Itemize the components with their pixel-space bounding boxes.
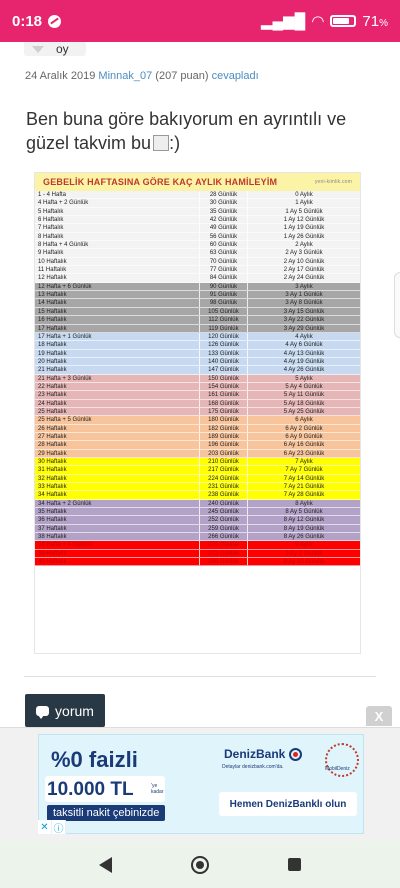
table-cell-months: 5 Ay 11 Günlük [283,392,325,399]
table-row [35,416,360,424]
post-meta [25,70,259,82]
table-cell-months: 3 Ay 29 Günlük [283,325,325,332]
table-cell-days: 161 Günlük [200,391,248,398]
table-title: GEBELİK HAFTASINA GÖRE KAÇ AYLIK HAMİLEYİM yeni-kimlik.com [35,173,360,191]
table-cell-days: 35 Günlük [200,208,248,215]
table-cell-week: 30 Haftalık [35,458,200,465]
signal-icon: ▂▄▆█ [260,13,306,30]
table-cell-week: 25 Hafta + 5 Günlük [35,416,200,423]
table-cell-days: 175 Günlük [200,408,248,415]
vote-down-icon[interactable] [32,46,44,53]
table-cell-days: 189 Günlük [200,433,248,440]
table-cell-months: 7 Ay 21 Günlük [283,484,325,491]
table-cell-week: 6 Haftalık [35,216,200,223]
table-cell-days: 126 Günlük [200,341,248,348]
table-row [35,441,360,449]
table-cell-days: 240 Günlük [200,500,248,507]
table-cell-days: 90 Günlük [200,283,248,290]
table-cell-week: 12 Haftalık [35,274,200,281]
table-row [35,450,360,458]
table-row [35,525,360,533]
table-cell-week: 38 Haftalık [35,533,200,540]
table-cell-week: 34 Hafta + 2 Günlük [35,500,200,507]
table-cell-week: 7 Haftalık [35,224,200,231]
table-cell-months: 1 Ay 19 Günlük [283,225,325,232]
table-cell-months: 0 Aylık [295,192,313,198]
table-cell-days: 266 Günlük [200,533,248,540]
battery-icon [330,15,356,27]
table-cell-months: 3 Ay 22 Günlük [283,317,325,324]
divider [24,676,376,677]
table-row [35,333,360,341]
table-cell-week: 29 Haftalık [35,450,200,457]
table-cell-week: 19 Haftalık [35,350,200,357]
table-cell-days: 273 Günlük [200,550,248,557]
table-row [35,208,360,216]
table-row [35,458,360,466]
table-cell-months: 2 Ay 10 Günlük [283,258,325,265]
table-cell-months: 2 Aylık [295,242,313,249]
ad-amount: 10.000 TL [47,779,134,800]
table-cell-week: 24 Haftalık [35,400,200,407]
table-cell-week: 18 Haftalık [35,341,200,348]
table-cell-days: 196 Günlük [200,441,248,448]
post-date: 24 Aralık 2019 [25,70,96,82]
table-cell-week: 39 Haftalık [35,550,200,557]
table-cell-days: 112 Günlük [200,316,248,323]
table-row [35,358,360,366]
table-row [35,391,360,399]
table-cell-week: 13 Haftalık [35,291,200,298]
table-row [35,533,360,541]
table-cell-months: 7 Aylık [295,459,313,465]
table-cell-days: 231 Günlük [200,483,248,490]
table-cell-days: 224 Günlük [200,475,248,482]
table-row [35,316,360,324]
table-cell-week: 21 Haftalık [35,366,200,373]
table-cell-days: 119 Günlük [200,325,248,332]
table-cell-months: 5 Ay 4 Günlük [285,383,323,390]
table-cell-months: 3 Ay 8 Günlük [285,300,323,307]
table-cell-months: 8 Aylık [295,500,313,507]
table-cell-days: 49 Günlük [200,224,248,231]
table-cell-days: 270 Günlük [200,541,248,548]
status-bar [0,0,400,42]
table-row [35,241,360,249]
table-cell-months: 7 Ay 14 Günlük [283,475,325,482]
table-cell-months: 8 Ay 5 Günlük [285,509,323,516]
do-not-disturb-icon [48,15,61,28]
table-cell-days: 238 Günlük [200,491,248,498]
battery-percent: 71% [362,12,388,30]
table-row [35,483,360,491]
table-cell-week: 14 Haftalık [35,299,200,306]
table-row [35,350,360,358]
table-cell-months: 9 Ay 3 Günlük [285,550,323,557]
table-cell-days: 63 Günlük [200,249,248,256]
table-row [35,283,360,291]
table-cell-months: 5 Aylık [295,375,313,382]
table-row [35,249,360,257]
denizbank-logo-icon [289,748,302,761]
table-cell-months: 8 Ay 26 Günlük [283,534,325,541]
table-cell-days: 150 Günlük [200,375,248,382]
table-cell-week: 12 Hafta + 6 Günlük [35,283,200,290]
table-cell-days: 210 Günlük [200,458,248,465]
table-cell-days: 147 Günlük [200,366,248,373]
table-row [35,383,360,391]
ad-banner[interactable] [38,734,364,834]
back-icon[interactable] [99,857,112,873]
table-cell-week: 28 Haftalık [35,441,200,448]
table-cell-week: 26 Haftalık [35,425,200,432]
table-cell-months: 2 Ay 17 Günlük [283,267,325,274]
table-row [35,408,360,416]
table-cell-week: 8 Haftalık [35,233,200,240]
table-cell-days: 56 Günlük [200,233,248,240]
table-row [35,550,360,558]
table-cell-months: 4 Ay 6 Günlük [285,342,323,349]
table-rows [35,191,360,566]
table-cell-days: 140 Günlük [200,358,248,365]
table-cell-days: 259 Günlük [200,525,248,532]
table-cell-months: 5 Ay 18 Günlük [283,400,325,407]
broken-image-icon [153,135,169,151]
status-right [261,12,388,30]
table-cell-week: 8 Hafta + 4 Günlük [35,241,200,248]
table-cell-days: 60 Günlük [200,241,248,248]
table-cell-week: 21 Hafta + 3 Günlük [35,375,200,382]
table-row [35,233,360,241]
table-cell-months: 7 Ay 28 Günlük [283,492,325,499]
table-cell-days: 84 Günlük [200,274,248,281]
table-cell-months: 6 Ay 23 Günlük [283,450,325,457]
recents-icon[interactable] [288,858,301,871]
ad-brand: DenizBank [224,747,302,761]
table-cell-months: 4 Ay 13 Günlük [283,350,325,357]
table-row [35,558,360,566]
table-cell-days: 182 Günlük [200,425,248,432]
table-cell-months: 9 Ay 10 Günlük [283,559,325,566]
table-row [35,475,360,483]
table-cell-months: 2 Ay 3 Günlük [285,250,323,257]
table-cell-week: 17 Hafta + 1 Günlük [35,333,200,340]
comment-button[interactable] [25,694,105,727]
author-link[interactable]: Minnak_07 [98,70,153,82]
table-cell-months: 3 Ay 1 Günlük [285,292,323,299]
comment-button-label: yorum [55,702,94,719]
table-cell-days: 42 Günlük [200,216,248,223]
table-cell-months: 4 Aylık [295,333,313,340]
ad-close-button[interactable]: X [366,706,392,726]
table-cell-week: 27 Haftalık [35,433,200,440]
table-cell-week: 40 Haftalık [35,558,200,565]
table-row [35,199,360,207]
table-cell-months: 6 Ay 2 Günlük [285,425,323,432]
table-cell-months: 1 Ay 26 Günlük [283,233,325,240]
table-cell-days: 280 Günlük [200,558,248,565]
table-cell-week: 34 Haftalık [35,491,200,498]
table-cell-days: 105 Günlük [200,308,248,315]
android-nav-bar [0,841,400,888]
table-site: yeni-kimlik.com [314,179,352,185]
table-row [35,375,360,383]
table-cell-week: 32 Haftalık [35,475,200,482]
table-row [35,425,360,433]
table-cell-days: 203 Günlük [200,450,248,457]
table-cell-months: 4 Ay 19 Günlük [283,358,325,365]
vote-box[interactable] [24,42,86,56]
table-cell-days: 180 Günlük [200,416,248,423]
ad-brand-sub: Detaylar denizbank.com'da. [222,764,284,770]
wifi-icon: ◠ [311,13,325,30]
table-cell-week: 4 Hafta + 2 Günlük [35,199,200,206]
table-cell-week: 36 Haftalık [35,516,200,523]
table-cell-week: 1 - 4 Hafta [35,191,200,198]
table-row [35,541,360,549]
pregnancy-week-table[interactable] [34,172,361,654]
table-cell-months: 7 Ay 7 Günlük [285,467,323,474]
table-cell-days: 77 Günlük [200,266,248,273]
table-row [35,341,360,349]
table-cell-days: 245 Günlük [200,508,248,515]
table-row [35,291,360,299]
table-row [35,308,360,316]
table-cell-week: 20 Haftalık [35,358,200,365]
scroll-handle[interactable] [394,272,400,338]
table-cell-week: 31 Haftalık [35,466,200,473]
ad-cta-button[interactable]: Hemen DenizBanklı olun [219,792,357,816]
table-cell-days: 98 Günlük [200,299,248,306]
vote-label: oy [56,42,69,56]
table-row [35,258,360,266]
table-row [35,224,360,232]
table-cell-days: 28 Günlük [200,191,248,198]
answered-link[interactable]: cevapladı [211,70,259,82]
table-cell-months: 6 Ay 16 Günlük [283,442,325,449]
table-row [35,500,360,508]
table-cell-week: 38 Hafta + 4 Günlük [35,541,200,548]
answer-body: Ben buna göre bakıyorum en ayrıntılı ve güzel takvim bu [26,109,347,153]
table-row [35,491,360,499]
table-cell-months: 3 Aylık [295,283,313,290]
table-cell-months: 8 Ay 12 Günlük [283,517,325,524]
ad-mobile-label: MobilDeniz [325,766,350,772]
table-cell-months: 9 Aylık [295,542,313,549]
ad-headline: %0 faizli [51,747,138,772]
table-cell-days: 168 Günlük [200,400,248,407]
table-cell-days: 154 Günlük [200,383,248,390]
table-row [35,274,360,282]
table-row [35,516,360,524]
table-cell-week: 15 Haftalık [35,308,200,315]
table-cell-week: 23 Haftalık [35,391,200,398]
table-cell-week: 37 Haftalık [35,525,200,532]
ad-info-icon[interactable]: ⓘ [52,820,66,834]
table-row [35,325,360,333]
ad-close-icon[interactable]: ✕ [38,820,52,834]
table-cell-week: 33 Haftalık [35,483,200,490]
table-cell-week: 16 Haftalık [35,316,200,323]
table-cell-months: 5 Ay 25 Günlük [283,408,325,415]
author-points: (207 puan) [155,70,209,82]
home-icon[interactable] [191,856,209,874]
table-cell-months: 1 Aylık [295,200,313,207]
table-cell-months: 1 Ay 5 Günlük [285,208,323,215]
table-cell-days: 30 Günlük [200,199,248,206]
table-cell-week: 5 Haftalık [35,208,200,215]
table-row [35,466,360,474]
table-cell-months: 6 Ay 9 Günlük [285,433,323,440]
table-cell-week: 35 Haftalık [35,508,200,515]
table-row [35,366,360,374]
table-cell-week: 11 Haftalık [35,266,200,273]
table-cell-months: 2 Ay 24 Günlük [283,275,325,282]
answer-text [26,107,376,155]
table-cell-months: 4 Ay 26 Günlük [283,367,325,374]
table-cell-months: 6 Aylık [295,417,313,424]
table-row [35,266,360,274]
table-cell-week: 17 Haftalık [35,325,200,332]
table-cell-days: 91 Günlük [200,291,248,298]
answer-suffix: :) [169,133,181,153]
table-cell-week: 25 Haftalık [35,408,200,415]
ad-amount-sub: 'ye kadar [151,783,164,795]
table-row [35,508,360,516]
table-cell-week: 10 Haftalık [35,258,200,265]
table-cell-week: 9 Haftalık [35,249,200,256]
table-row [35,299,360,307]
table-cell-days: 217 Günlük [200,466,248,473]
table-row [35,433,360,441]
ad-corner-controls [38,820,66,834]
table-cell-months: 3 Ay 15 Günlük [283,308,325,315]
table-cell-months: 8 Ay 19 Günlük [283,525,325,532]
table-cell-days: 133 Günlük [200,350,248,357]
table-row [35,400,360,408]
table-cell-days: 70 Günlük [200,258,248,265]
table-cell-week: 22 Haftalık [35,383,200,390]
table-row [35,191,360,199]
table-cell-days: 252 Günlük [200,516,248,523]
table-row [35,216,360,224]
ad-taksit: taksitli nakit çebinizde [47,805,165,821]
table-cell-days: 120 Günlük [200,333,248,340]
table-cell-months: 1 Ay 12 Günlük [283,217,325,224]
status-time: 0:18 [12,12,43,30]
comment-icon [36,706,49,716]
